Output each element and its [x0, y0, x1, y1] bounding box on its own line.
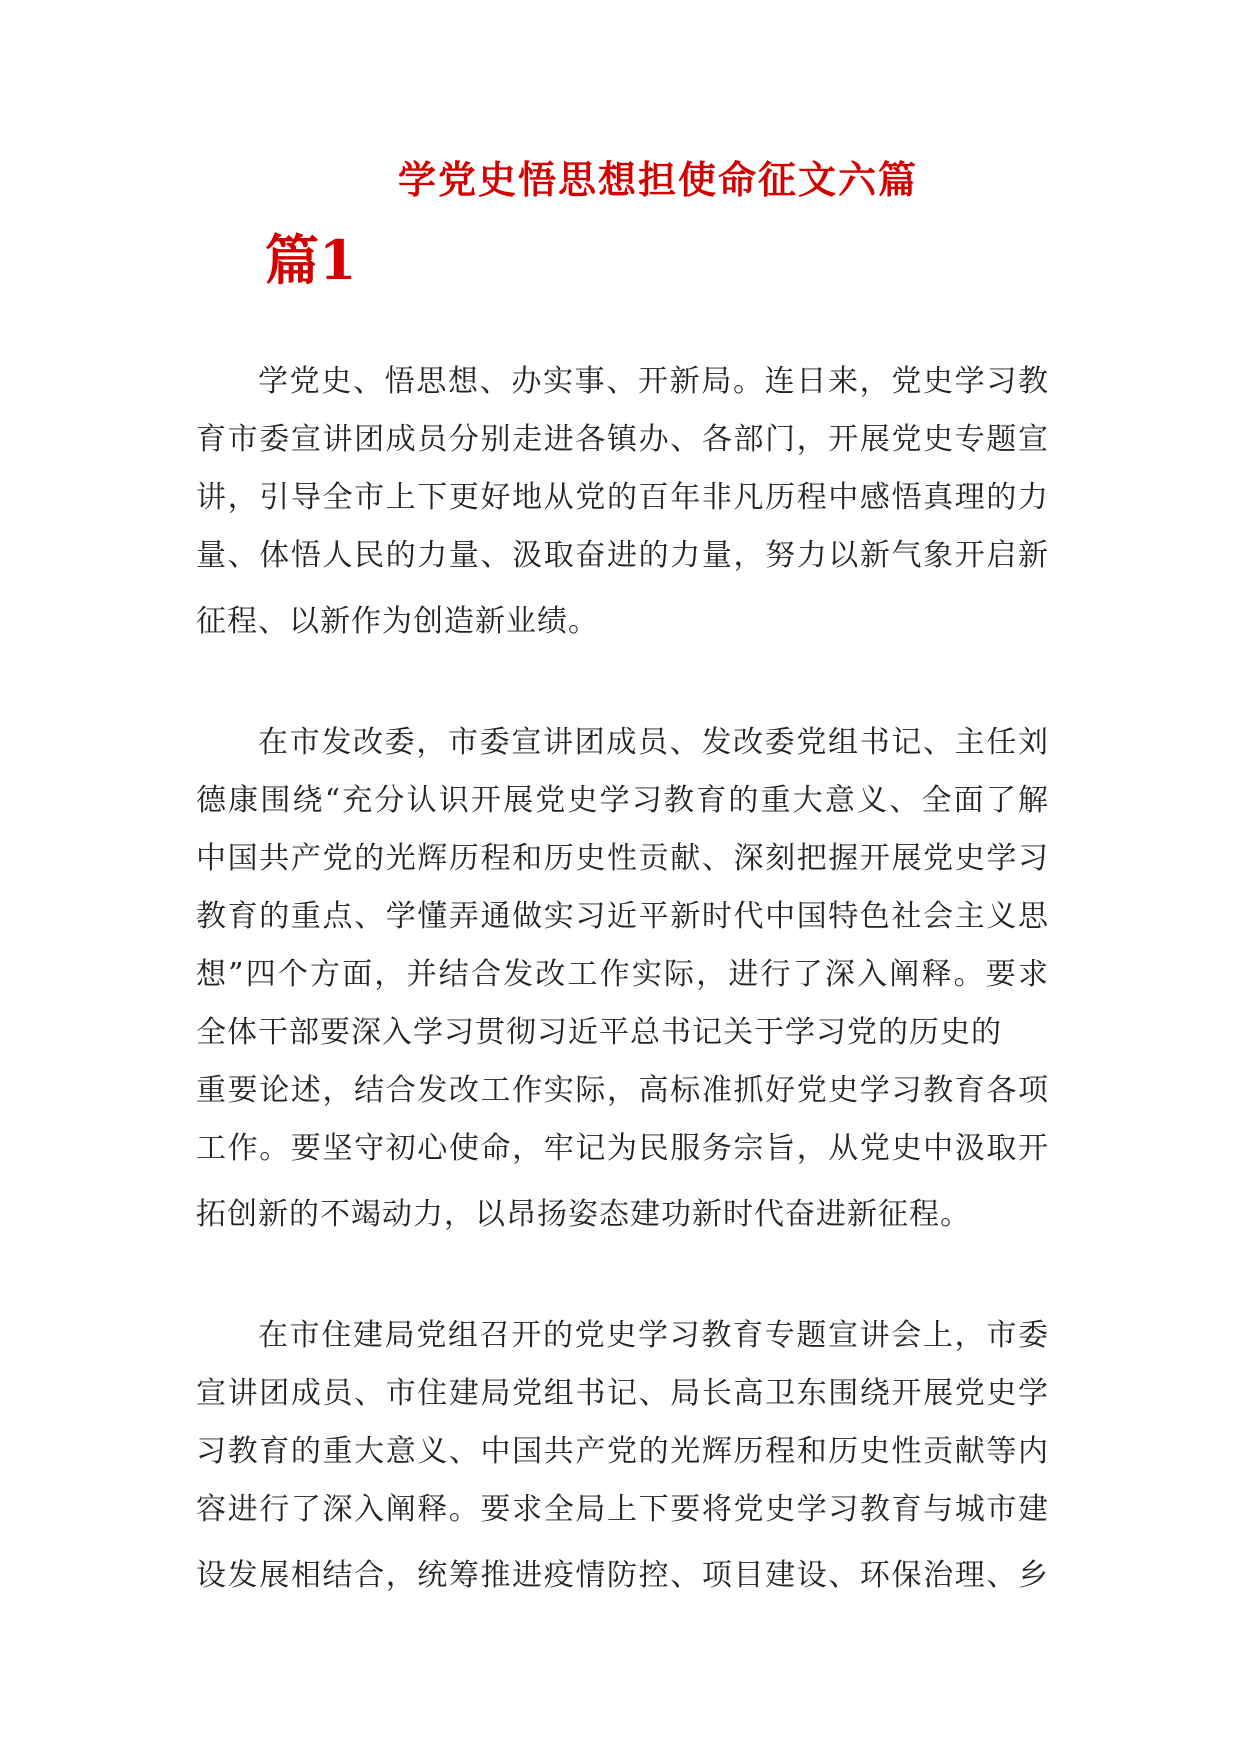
- paragraph-2-line-3: 中国共产党的光辉历程和历史性贡献、深刻把握开展党史学习: [196, 841, 1049, 876]
- paragraph-1-line-5: 征程、以新作为创造新业绩。: [196, 604, 599, 639]
- paragraph-3-line-3: 习教育的重大意义、中国共产党的光辉历程和历史性贡献等内: [196, 1434, 1049, 1469]
- paragraph-2-line-8: 工作。要坚守初心使命，牢记为民服务宗旨，从党史中汲取开: [196, 1131, 1049, 1166]
- paragraph-1-line-1: 学党史、悟思想、办实事、开新局。连日来，党史学习教: [258, 364, 1049, 399]
- paragraph-2-line-9: 拓创新的不竭动力，以昂扬姿态建功新时代奋进新征程。: [196, 1197, 971, 1232]
- paragraph-2-line-5: 想”四个方面，并结合发改工作实际，进行了深入阐释。要求: [196, 957, 1049, 992]
- paragraph-3-line-1: 在市住建局党组召开的党史学习教育专题宣讲会上，市委: [258, 1318, 1049, 1353]
- paragraph-1-line-2: 育市委宣讲团成员分别走进各镇办、各部门，开展党史专题宣: [196, 422, 1049, 457]
- paragraph-2-line-6: 全体干部要深入学习贯彻习近平总书记关于学习党的历史的: [196, 1015, 1002, 1050]
- paragraph-2-line-4: 教育的重点、学懂弄通做实习近平新时代中国特色社会主义思: [196, 899, 1049, 934]
- document-title: 学党史悟思想担使命征文六篇: [397, 157, 918, 202]
- paragraph-2-line-7: 重要论述，结合发改工作实际，高标准抓好党史学习教育各项: [196, 1073, 1049, 1108]
- paragraph-1-line-4: 量、体悟人民的力量、汲取奋进的力量，努力以新气象开启新: [196, 538, 1049, 573]
- section-heading: 篇1: [265, 228, 357, 292]
- paragraph-2-line-2: 德康围绕“充分认识开展党史学习教育的重大意义、全面了解: [196, 783, 1049, 818]
- paragraph-3-line-5: 设发展相结合，统筹推进疫情防控、项目建设、环保治理、乡: [196, 1558, 1049, 1593]
- paragraph-3-line-4: 容进行了深入阐释。要求全局上下要将党史学习教育与城市建: [196, 1492, 1049, 1527]
- paragraph-3-line-2: 宣讲团成员、市住建局党组书记、局长高卫东围绕开展党史学: [196, 1376, 1049, 1411]
- paragraph-2-line-1: 在市发改委，市委宣讲团成员、发改委党组书记、主任刘: [258, 725, 1049, 760]
- paragraph-1-line-3: 讲，引导全市上下更好地从党的百年非凡历程中感悟真理的力: [196, 480, 1049, 515]
